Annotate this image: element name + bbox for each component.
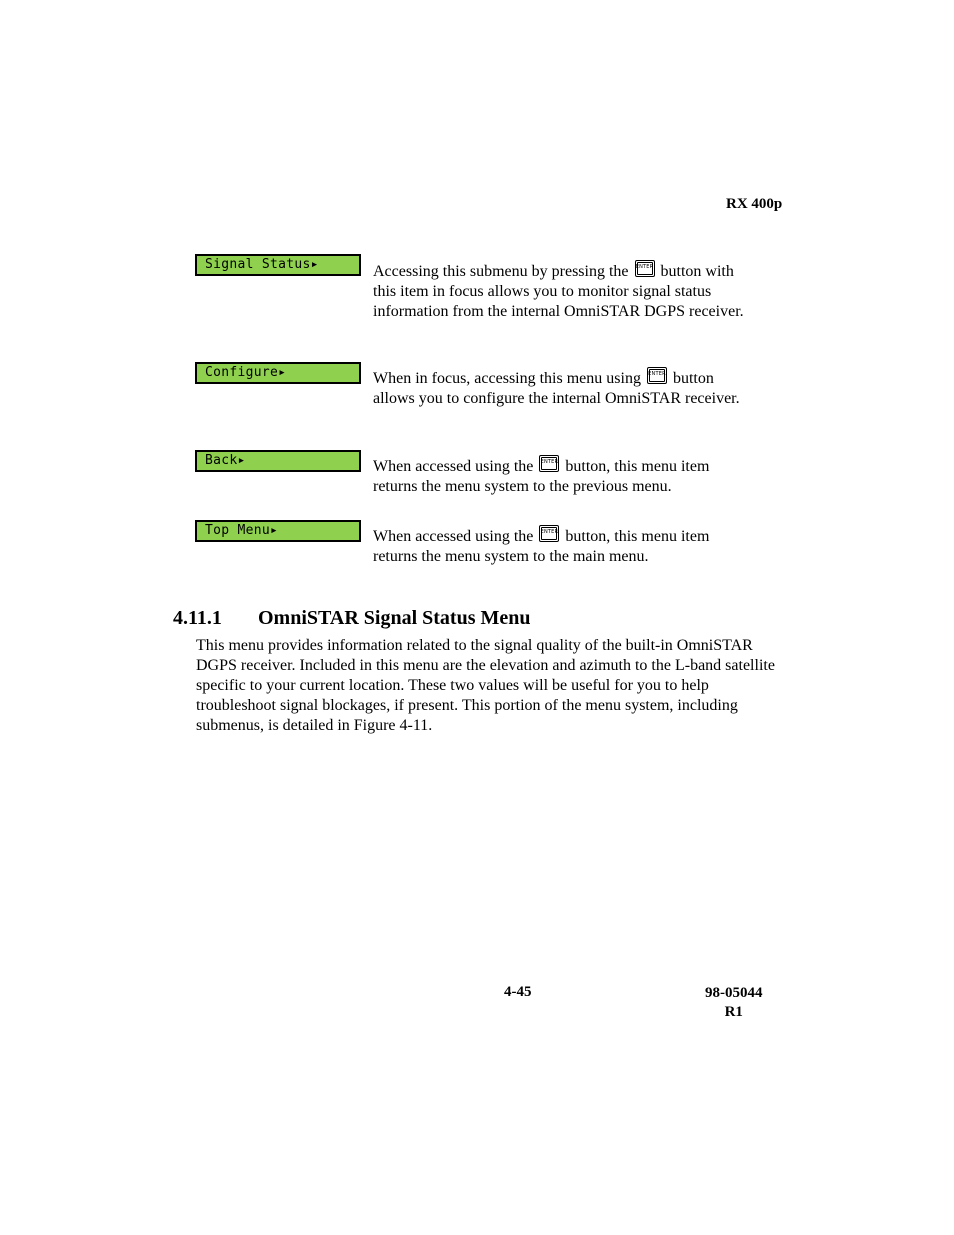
section-heading xyxy=(173,607,530,630)
footer-page-number: 4-45 xyxy=(504,984,532,1000)
desc-text-after: button, this menu item returns the menu system to the previous menu. xyxy=(373,458,710,495)
desc-text-before: Accessing this submenu by pressing the xyxy=(373,263,629,280)
section-title: OmniSTAR Signal Status Menu xyxy=(258,607,531,629)
menu-item-description xyxy=(373,260,753,322)
enter-key-icon: ENTER xyxy=(635,260,655,277)
desc-text-after: button, this menu item returns the menu system to the main menu. xyxy=(373,528,710,565)
desc-text-after: button with this item in focus allows you to monitor signal status information from the internal OmniSTAR DGPS receiver. xyxy=(373,263,744,320)
lcd-configure: Configure▸ xyxy=(195,362,361,384)
menu-item-description xyxy=(373,455,753,497)
section-number: 4.11.1 xyxy=(173,607,222,629)
enter-key-icon: ENTER xyxy=(647,367,667,384)
footer-revision: R1 xyxy=(724,1004,743,1020)
menu-item-description xyxy=(373,367,753,409)
footer-doc-number: 98-05044 xyxy=(705,985,763,1001)
desc-text-before: When accessed using the xyxy=(373,458,534,475)
desc-text-before: When accessed using the xyxy=(373,528,534,545)
desc-text-after: button allows you to configure the internal OmniSTAR receiver. xyxy=(373,370,740,407)
enter-key-icon: ENTER xyxy=(539,525,559,542)
lcd-signal-status: Signal Status▸ xyxy=(195,254,361,276)
lcd-top-menu: Top Menu▸ xyxy=(195,520,361,542)
menu-item-description xyxy=(373,525,753,567)
footer-document-id xyxy=(705,984,763,1022)
section-body-paragraph: This menu provides information related to the signal quality of the built-in OmniSTAR DGPS receiver. Included in this menu are the elevation and azimuth to the L-band satellite specific to your current location. These two values will be useful for you to help troubleshoot signal blockages, if present. This portion of the menu system, including submenus, is detailed in Figure 4-11. xyxy=(196,637,775,734)
desc-text-before: When in focus, accessing this menu using xyxy=(373,370,641,387)
header-product-name: RX 400p xyxy=(726,196,783,212)
enter-key-icon: ENTER xyxy=(539,455,559,472)
lcd-back: Back▸ xyxy=(195,450,361,472)
